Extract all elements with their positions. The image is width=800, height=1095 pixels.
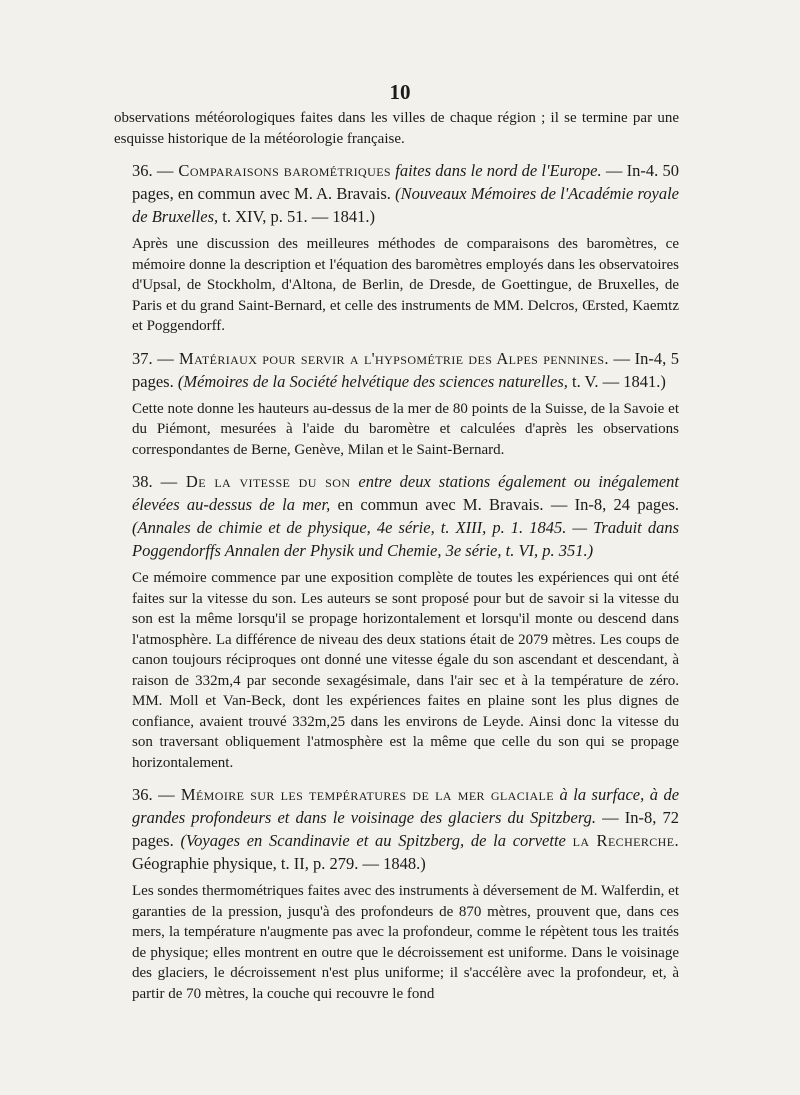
entry-heading <box>114 470 679 562</box>
entry-details: — In-4. 50 pages, en commun avec M. A. Bravais. <box>132 161 679 203</box>
intro-continuation: observations météorologiques faites dans les villes de chaque région ; il se termine par une esquisse historique de la météorologie française. <box>114 110 679 147</box>
page-number: 10 <box>389 80 411 104</box>
entry-title: — De la vitesse du son <box>160 472 351 491</box>
entry-source-tail: t. XIV, p. 51. — 1841.) <box>222 207 376 226</box>
entry-title: — Mémoire sur les températures de la mer glaciale <box>158 785 555 804</box>
entry-heading <box>114 783 679 875</box>
page-body <box>114 108 679 1014</box>
entry-title-italic: faites dans le nord de l'Europe. <box>395 161 602 180</box>
entry-summary: Ce mémoire commence par une exposition complète de toutes les expériences qui ont été faites sur la vitesse du son. Les auteurs se sont proposé pour but de savoir si la vitesse du son est la même lorsqu'il se propage horizontalement et lorsqu'il monte ou descend dans l'atmosphère. La différence de niveau des deux stations était de 2079 mètres. Les coups de canon toujours réciproques ont donné une vitesse égale du son ascendant et descendant, à raison de 332m,4 par seconde sexagésimale, dans l'air sec et à la température de zéro. MM. Moll et Van-Beck, dont les expériences faites en plaine sont les plus dignes de confiance, avaient trouvé 332m,25 dans les environs de Leyde. Ainsi donc la vitesse du son traversant obliquement l'atmosphère est la même que celle du son qui se propage horizontalement. <box>132 570 679 771</box>
entry-source-tail: Géographie physique, t. II, p. 279. — 1848.) <box>132 854 426 873</box>
entry-summary: Après une discussion des meilleures méthodes de comparaisons des baromètres, ce mémoire donne la description et l'équation des baromètres employés dans les observatoires d'Upsal, de Stockholm, d'Altona, de Berlin, de Dresde, de Goettingue, de Bruxelles, de Paris et du grand Saint-Bernard, et celle des instruments de MM. Delcros, Œrsted, Kaemtz et Poggendorff. <box>132 236 679 334</box>
bibliography-entry <box>114 470 679 773</box>
entry-number: 36. <box>132 785 153 804</box>
bibliography-entry <box>114 347 679 461</box>
entry-heading <box>114 159 679 228</box>
entry-number: 38. <box>132 472 153 491</box>
entry-source: (Voyages en Scandinavie et au Spitzberg, de la corvette <box>180 831 566 850</box>
entry-title: — Matériaux pour servir a l'hypsométrie des Alpes pennines. <box>157 348 609 368</box>
entry-source: (Nouveaux Mémoires de l'Académie royale de Bruxelles, <box>132 184 680 226</box>
entry-source-tail: t. V. — 1841.) <box>572 371 666 391</box>
bibliography-entry <box>114 783 679 1004</box>
entry-title-italic: à la surface, à de grandes profondeurs et dans le voisinage des glaciers du Spitzberg. <box>132 785 680 827</box>
entry-title-italic: entre deux stations également ou inégalement élevées au-dessus de la mer, <box>132 472 679 514</box>
entry-details: — In-8, 72 pages. <box>132 808 679 850</box>
entry-summary: Les sondes thermométriques faites avec des instruments à déversement de M. Walferdin, et garanties de la pression, jusqu'à des profondeurs de 870 mètres, prouvent que, dans ces mers, la température n'augmente pas avec la profondeur, comme le répètent tous les traités de physique; elles montrent en outre que le décroissement est uniforme. Dans le voisinage des glaciers, le décroissement n'est plus uniforme; il s'accélère avec la profondeur, et, à partir de 70 mètres, la couche qui recouvre le fond <box>132 883 679 1002</box>
entry-details: — In-4, 5 pages. <box>132 348 679 391</box>
entry-source-ship: la Recherche. <box>572 831 680 850</box>
entry-source: (Annales de chimie et de physique, 4e série, t. XIII, p. 1. 1845. — Traduit dans Poggendorffs Annalen der Physik und Chemie, 3e série, t. VI, p. 351.) <box>132 518 679 560</box>
entry-title: — Comparaisons barométriques <box>156 161 391 180</box>
entry-summary: Cette note donne les hauteurs au-dessus de la mer de 80 points de la Suisse, de la Savoie et du Piémont, mesurées à l'aide du baromètre et calculées d'après les observations correspondantes de Berne, Genève, Milan et le Saint-Bernard. <box>132 400 679 458</box>
entry-number: 36. <box>132 161 153 180</box>
entry-number: 37. <box>132 348 153 368</box>
entry-heading <box>114 347 679 393</box>
entry-source: (Mémoires de la Société helvétique des sciences naturelles, <box>177 371 568 391</box>
entry-details: en commun avec M. Bravais. — In-8, 24 pages. <box>337 495 680 514</box>
bibliography-entry <box>114 159 679 337</box>
